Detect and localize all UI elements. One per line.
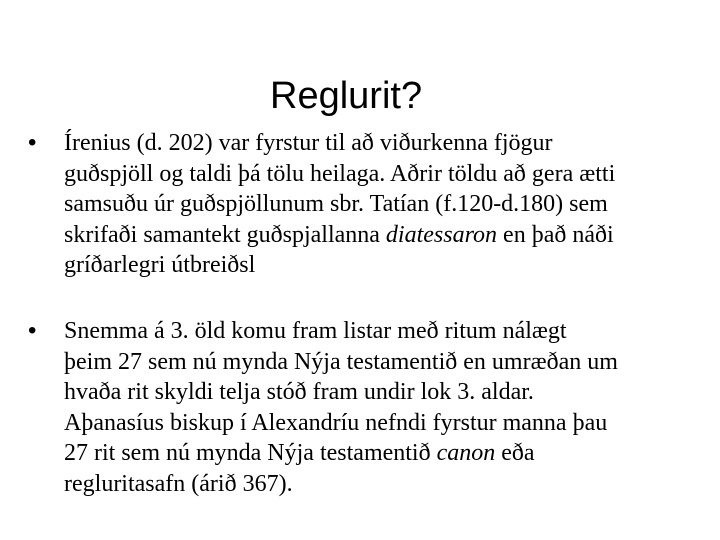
bullet-marker: • — [28, 129, 37, 156]
text-run: eða — [495, 440, 535, 466]
text-run: guðspjöll og taldi þá tölu heilaga. Aðrir töldu að gera ætti — [64, 160, 616, 187]
bullet-text — [64, 128, 615, 281]
text-run: gríðarlegri útbreiðsl — [64, 252, 256, 278]
italic-term: diatessaron — [385, 221, 498, 248]
bullet-line — [64, 128, 615, 159]
bullet-line — [64, 316, 618, 347]
text-run: þeim 27 sem nú mynda Nýja testamentið en umræðan um — [64, 348, 618, 375]
bullet-line — [64, 159, 615, 190]
text-run: Írenius (d. 202) var fyrstur til að viðurkenna fjögur — [64, 130, 553, 156]
text-run: en það náði — [497, 221, 614, 248]
text-run: skrifaði samantekt guðspjallanna — [64, 221, 386, 248]
slide-title: Reglurit? — [270, 75, 423, 117]
bullet-line — [64, 438, 618, 469]
bullet-line — [64, 189, 615, 220]
bullet-line — [64, 469, 618, 500]
text-run: hvaða rit skyldi telja stóð fram undir lok 3. aldar. — [64, 379, 534, 405]
text-run: Snemma á 3. öld komu fram listar með ritum nálægt — [64, 318, 567, 344]
bullet-text — [64, 316, 618, 499]
bullet-marker: • — [28, 317, 37, 344]
text-run: regluritasafn (árið 367). — [64, 470, 293, 497]
bullet-line — [64, 347, 618, 378]
text-run: samsuðu úr guðspjöllunum sbr. Tatían (f.120-d.180) sem — [64, 191, 608, 217]
text-run: 27 rit sem nú mynda Nýja testamentið — [64, 440, 437, 466]
bullet-line — [64, 250, 615, 281]
italic-term: canon — [436, 440, 496, 466]
bullet-line — [64, 220, 615, 251]
bullet-line — [64, 408, 618, 439]
bullet-line — [64, 377, 618, 408]
text-run: Aþanasíus biskup í Alexandríu nefndi fyrstur manna þau — [64, 409, 608, 436]
